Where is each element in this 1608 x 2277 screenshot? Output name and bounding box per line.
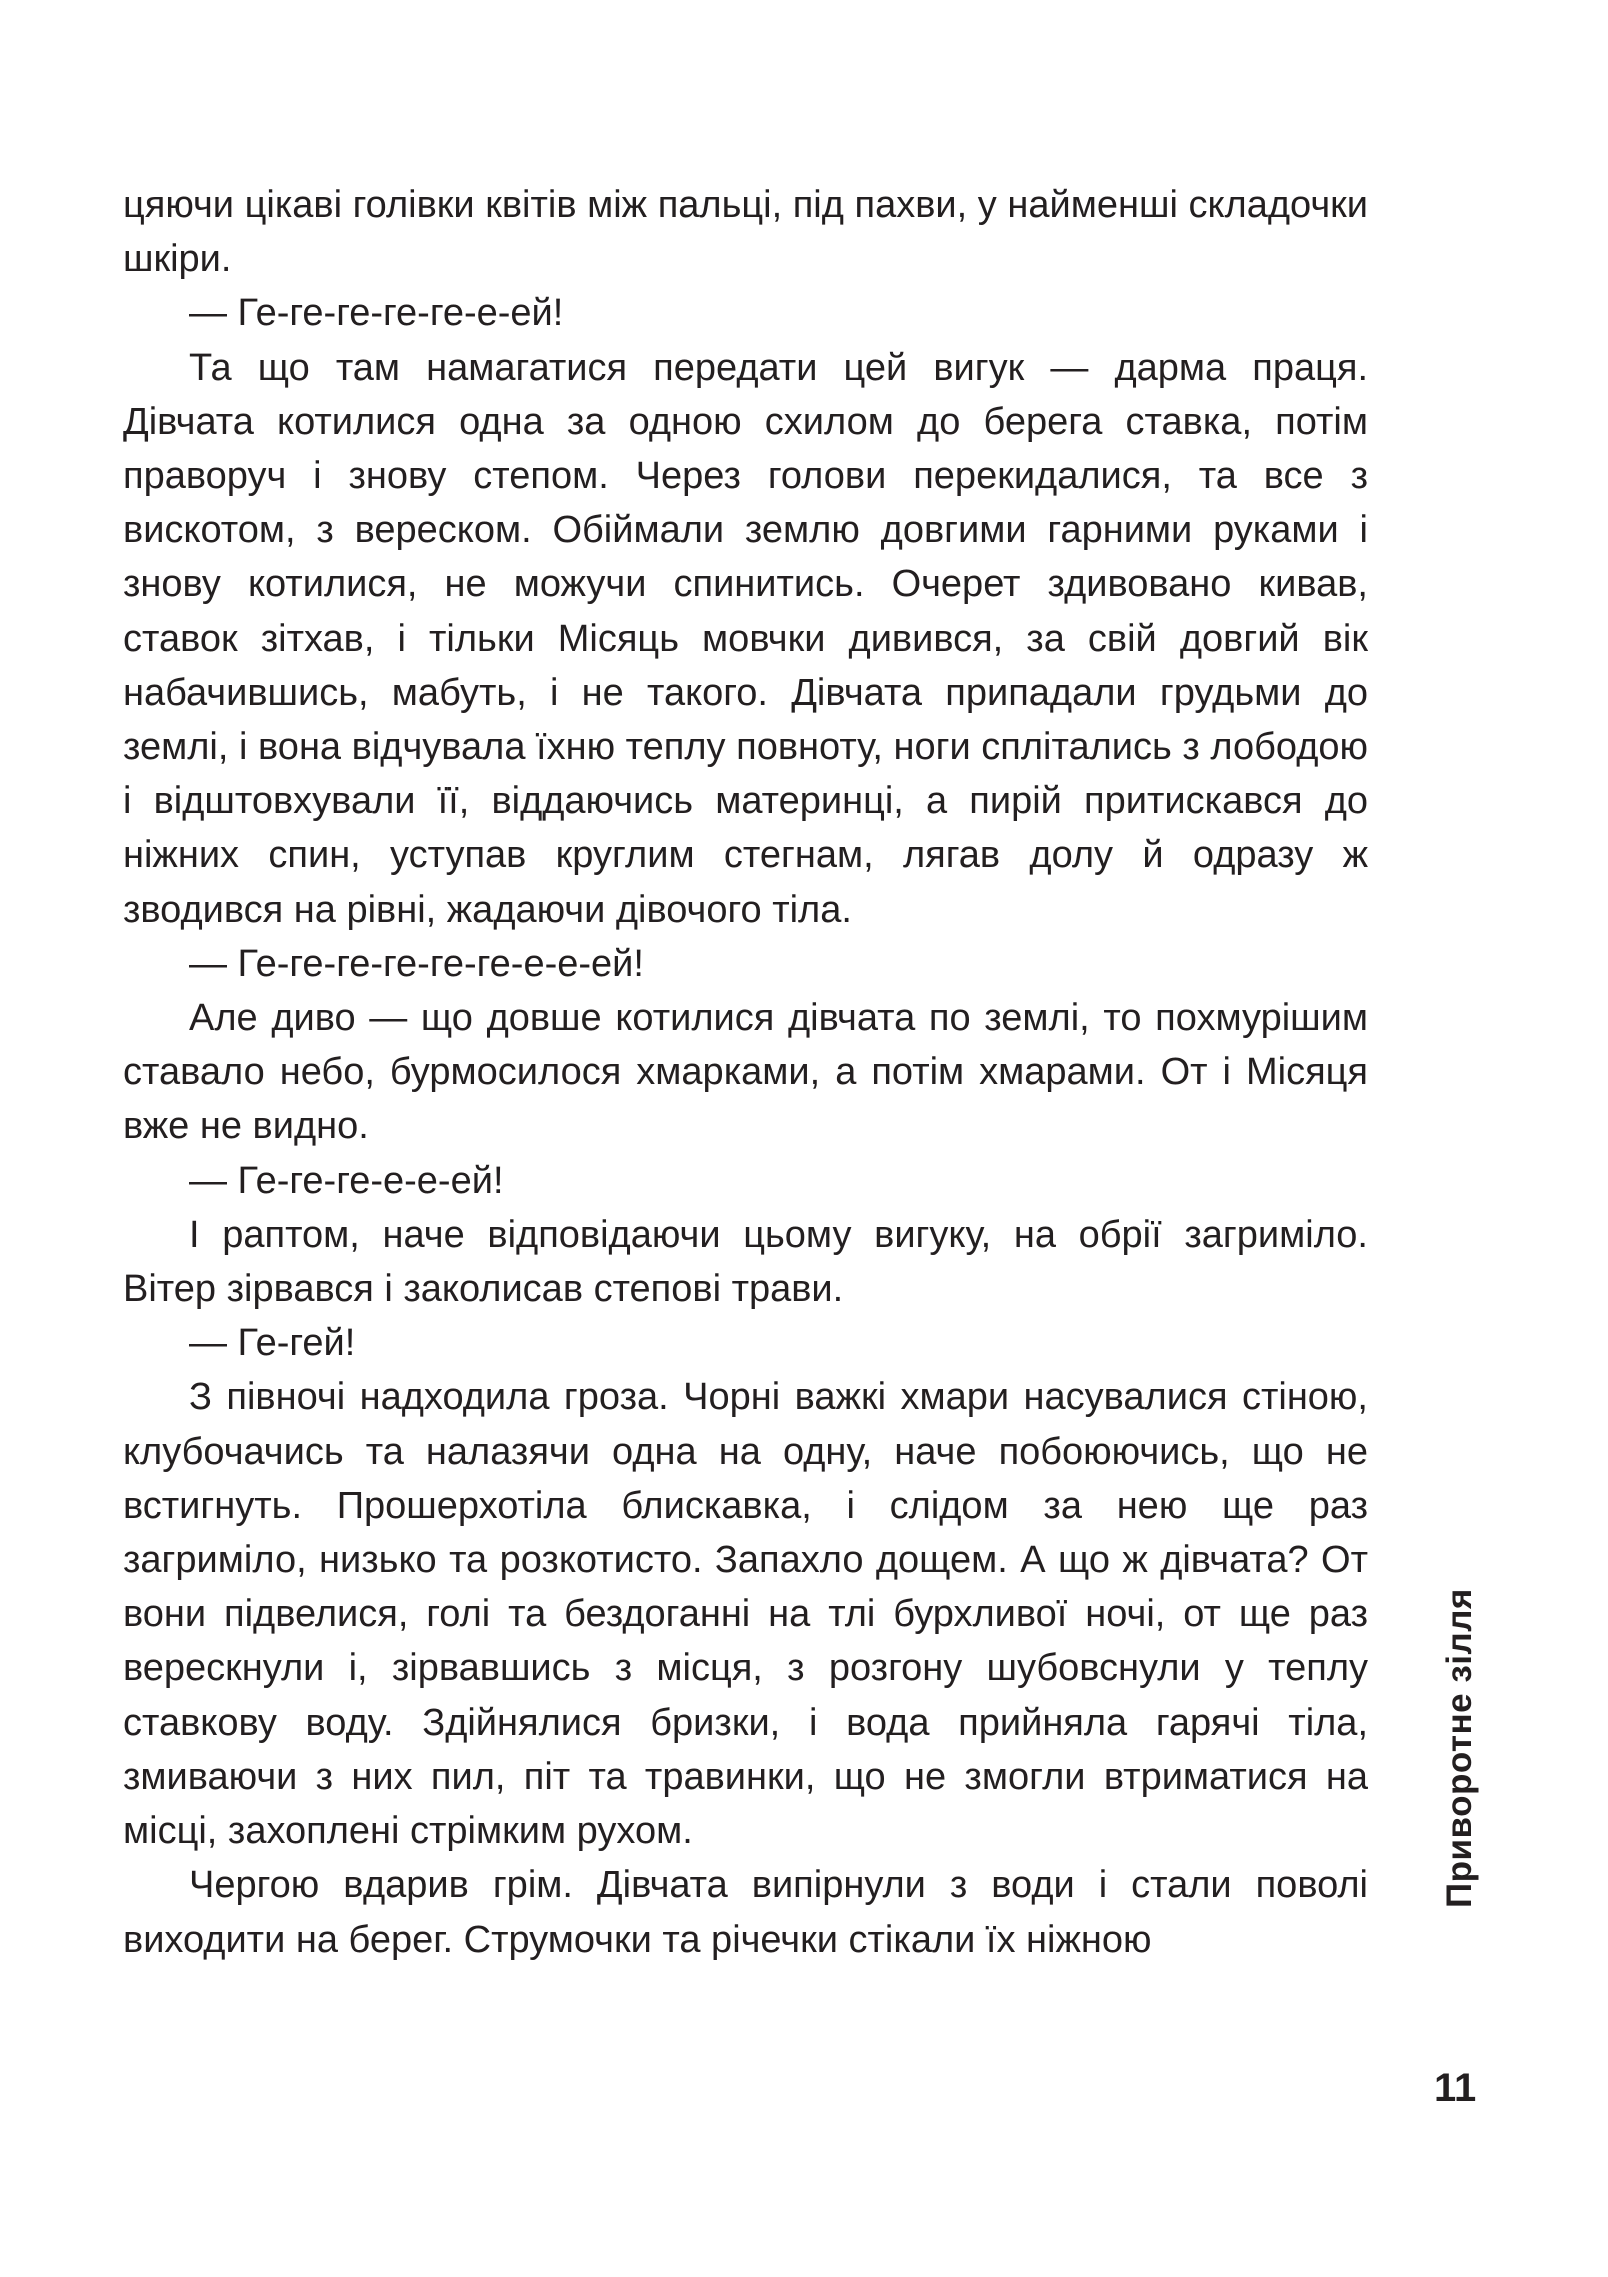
paragraph: — Ге-ге-ге-ге-ге-е-ей! [189,292,564,335]
body-text [123,178,1368,1967]
paragraph: — Ге-ге-ге-ге-ге-ге-е-е-ей! [189,942,644,985]
paragraph: З півночі надходила гроза. Чорні важкі хмари насувалися стіною, клубочачись та налазячи одна на одну, наче побоюючись, що не встигнуть. Прошерхотіла блискавка, і слідом за нею ще раз загриміло, низько та розкотисто. Запахло дощем. А що ж дівчата? От вони підвелися, голі та бездоганні на тлі бурхливої ночі, от ще раз верескнули і, зірвавшись з місця, з розгону шубовснули у теплу ставкову воду. Здійнялися бризки, і вода прийняла гарячі тіла, змиваючи з них пил, піт та травинки, що не змогли втриматися на місці, захоплені стрімким рухом. [123,1376,1368,1853]
paragraph: Та що там намагатися передати цей вигук — дарма праця. Дівчата котилися одна за одною схилом до берега ставка, потім праворуч і знову степом. Через голови перекидалися, та все з вискотом, з вереском. Обіймали землю довгими гарними руками і знову котилися, не можучи спинитись. Очерет здивовано кивав, ставок зітхав, і тільки Місяць мовчки дивився, за свій довгий вік набачившись, мабуть, і не такого. Дівчата припадали грудьми до землі, і вона відчувала їхню теплу повноту, ноги сплітались з лободою і відштовхували її, віддаючись материнці, а пирій притискався до ніжних спин, уступав круглим стегнам, лягав долу й одразу ж зводився на рівні, жадаючи дівочого тіла. [123,346,1368,931]
paragraph: Але диво — що довше котилися дівчата по землі, то похмурішим ставало небо, бурмосилося хмарками, а потім хмарами. От і Місяця вже не видно. [123,997,1368,1148]
running-title: Приворотне зілля [1440,1588,1479,1908]
paragraph: — Ге-гей! [189,1322,356,1365]
paragraph: — Ге-ге-ге-е-е-ей! [189,1159,504,1202]
paragraph: Чергою вдарив грім. Дівчата випірнули з води і стали поволі виходити на берег. Струмочки та річечки стікали їх ніжною [123,1864,1368,1961]
paragraph: цяючи цікаві голівки квітів між пальці, під пахви, у найменші складочки шкіри. [123,184,1368,281]
page-number: 11 [1434,2066,1477,2110]
paragraph: І раптом, наче відповідаючи цьому вигуку, на обрії загриміло. Вітер зірвався і заколисав степові трави. [123,1213,1368,1311]
